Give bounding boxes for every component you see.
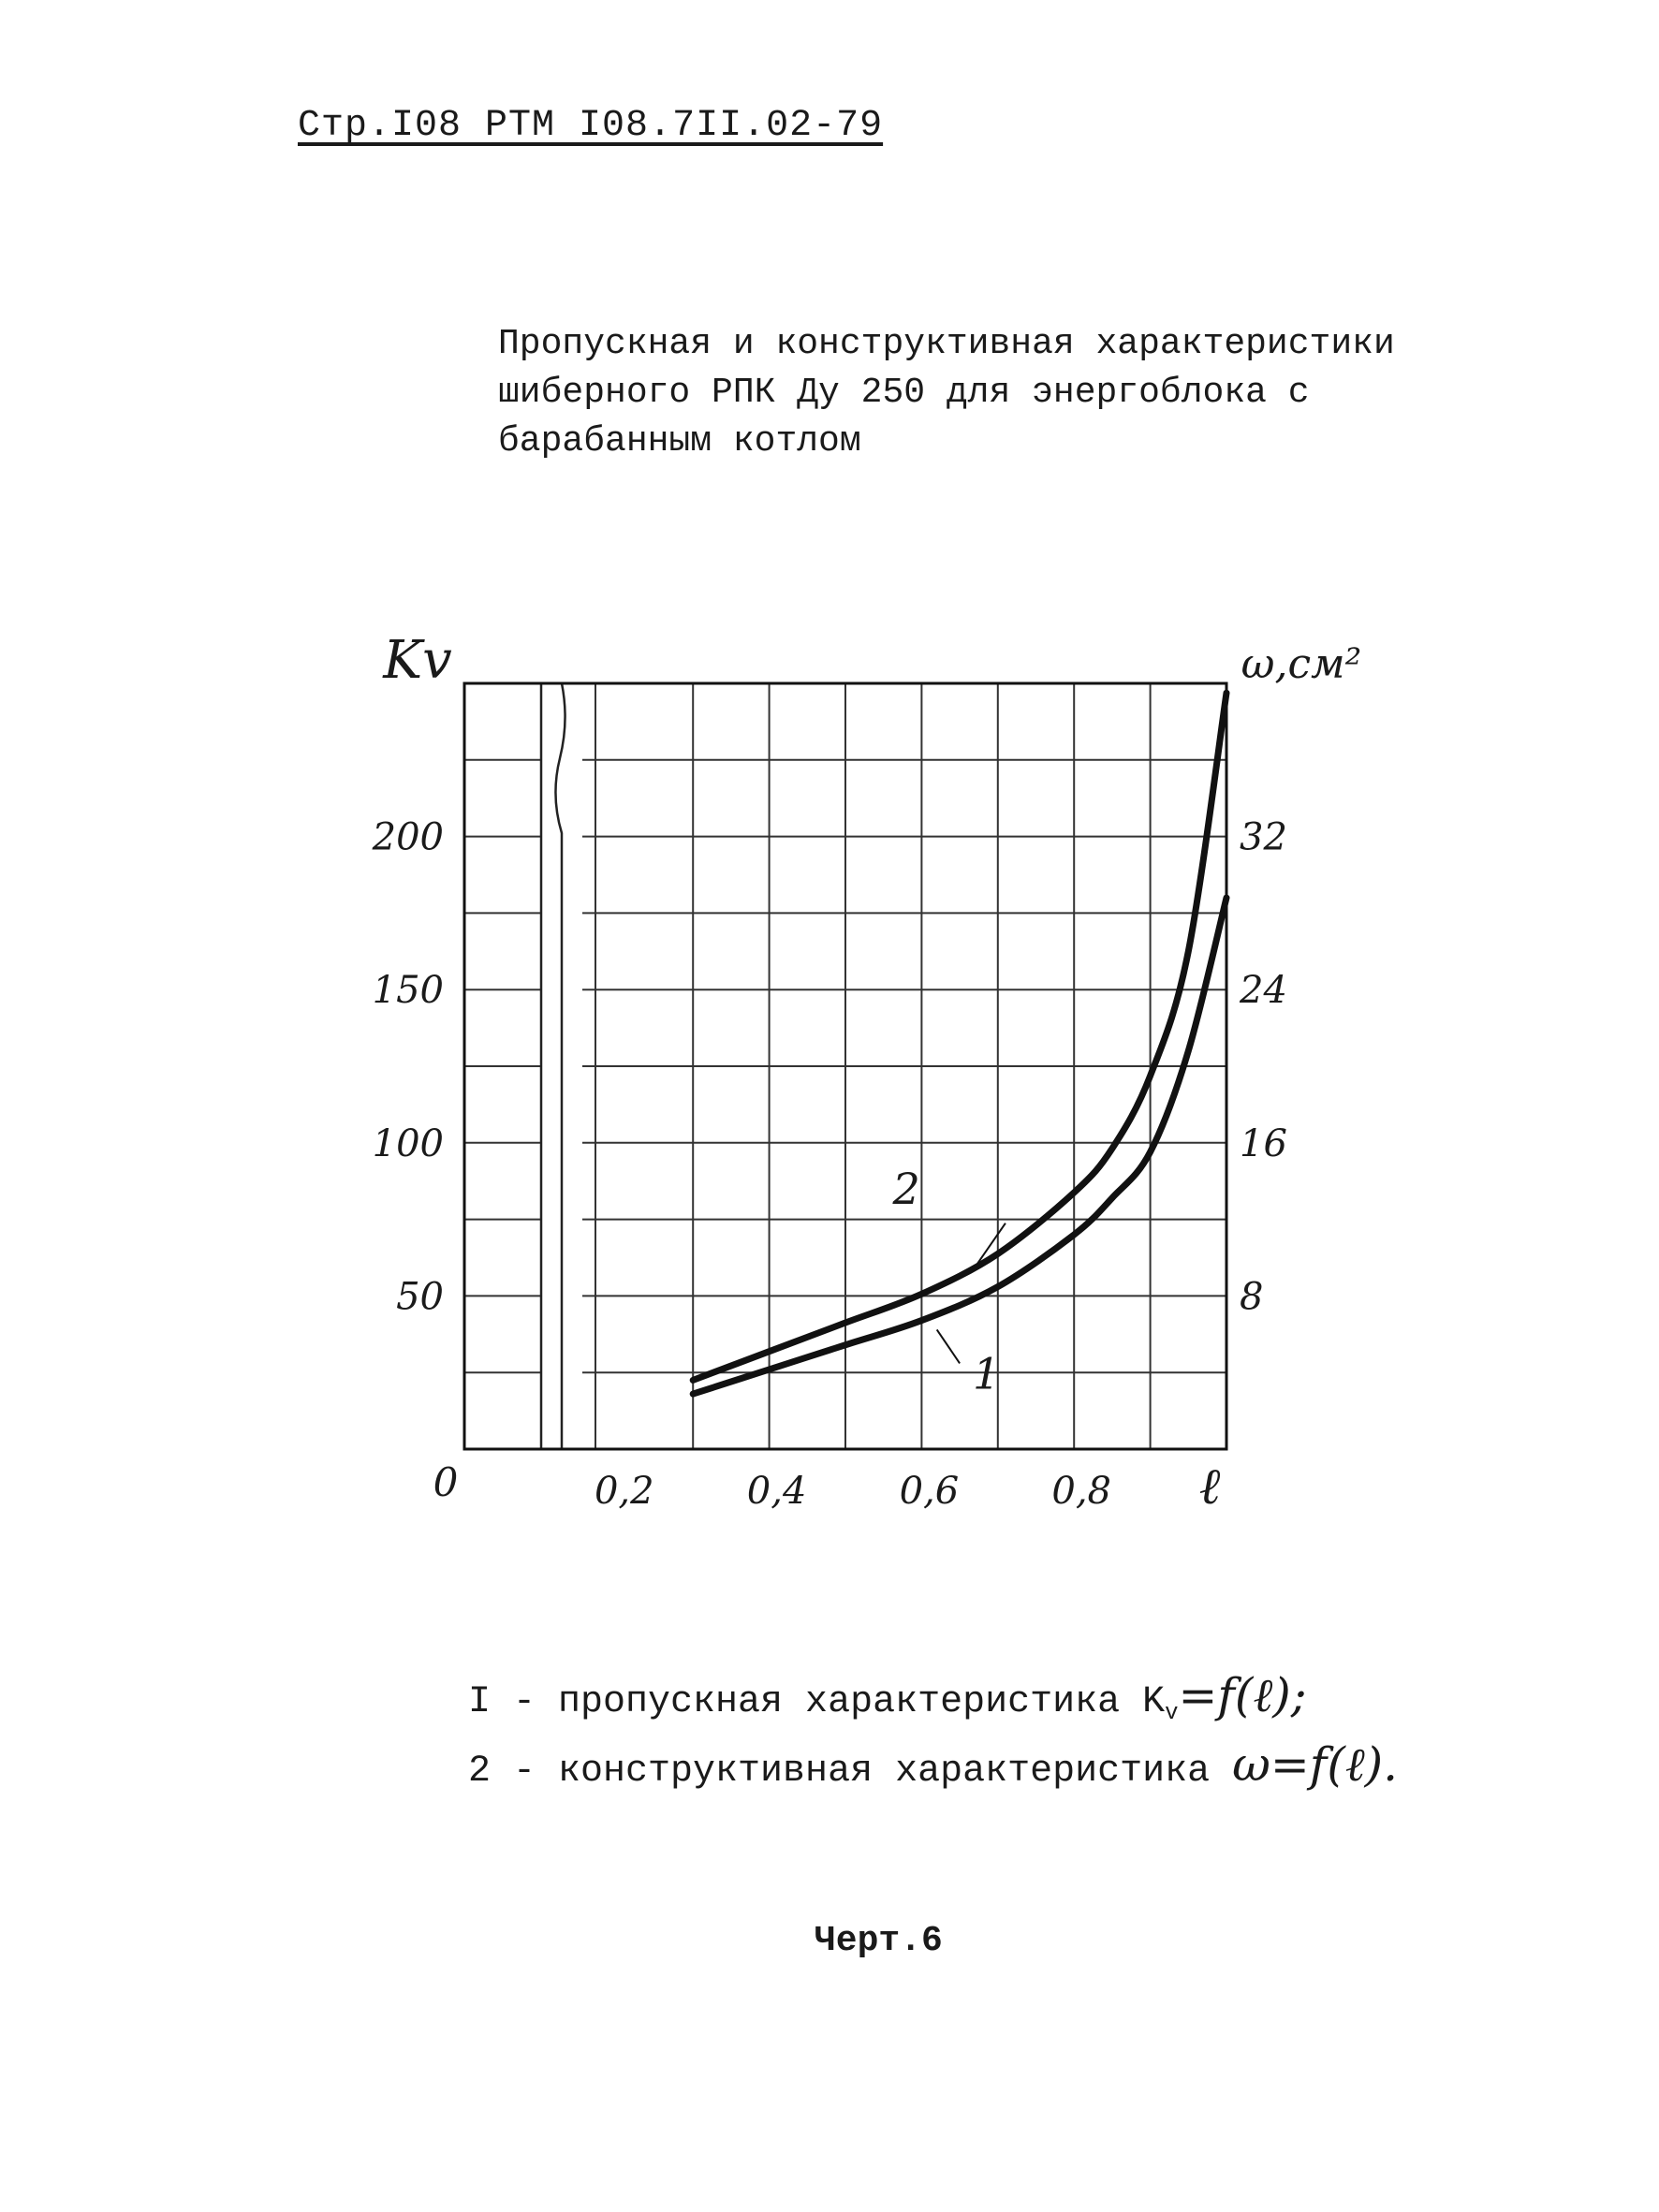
legend-item-1-text: I - пропускная характеристика K (468, 1681, 1166, 1723)
y-tick-label: 200 (372, 815, 444, 859)
annotation-leader-1 (937, 1329, 960, 1363)
chart-title-line: Пропускная и конструктивная характеристики (498, 324, 1395, 364)
x-tick-label: 0,4 (746, 1470, 807, 1513)
y2-tick-label: 16 (1240, 1121, 1287, 1165)
y-axis-title: Kv (383, 630, 452, 691)
y2-tick-label: 24 (1240, 969, 1287, 1013)
series-line-1 (693, 898, 1226, 1394)
chart-title-line: шиберного РПК Ду 250 для энергоблока с (498, 373, 1310, 413)
page-header: Стр.I08 РТМ I08.7II.02-79 (298, 105, 884, 147)
legend-item-1 (468, 1670, 1398, 1739)
y2-axis-title: ω,см² (1241, 640, 1362, 688)
y2-tick-label: 8 (1240, 1275, 1264, 1319)
legend-item-2-text: 2 - конструктивная характеристика (468, 1751, 1233, 1793)
x-tick-label: 0,6 (899, 1470, 960, 1513)
legend-item-2 (468, 1739, 1398, 1797)
x-tick-label: 0,2 (594, 1470, 654, 1513)
legend-item-2-formula: ω=f(ℓ). (1232, 1737, 1399, 1792)
annotation-label-2: 2 (892, 1164, 920, 1215)
y-tick-label: 100 (372, 1121, 444, 1165)
x-tick-label: 0,8 (1051, 1470, 1112, 1513)
legend-item-1-sub: v (1165, 1701, 1179, 1726)
figure-caption: Черт.6 (815, 1921, 943, 1961)
y-tick-label: 50 (396, 1275, 444, 1319)
y2-tick-label: 32 (1240, 815, 1287, 859)
series-line-2 (693, 693, 1226, 1380)
origin-label: 0 (433, 1459, 459, 1505)
legend-item-1-formula: =f(ℓ); (1178, 1668, 1307, 1722)
y-tick-label: 150 (372, 969, 444, 1013)
chart-title-line: барабанным котлом (498, 421, 861, 461)
x-axis-title: ℓ (1198, 1457, 1221, 1516)
annotation-label-1: 1 (972, 1348, 1001, 1399)
legend (468, 1670, 1398, 1797)
